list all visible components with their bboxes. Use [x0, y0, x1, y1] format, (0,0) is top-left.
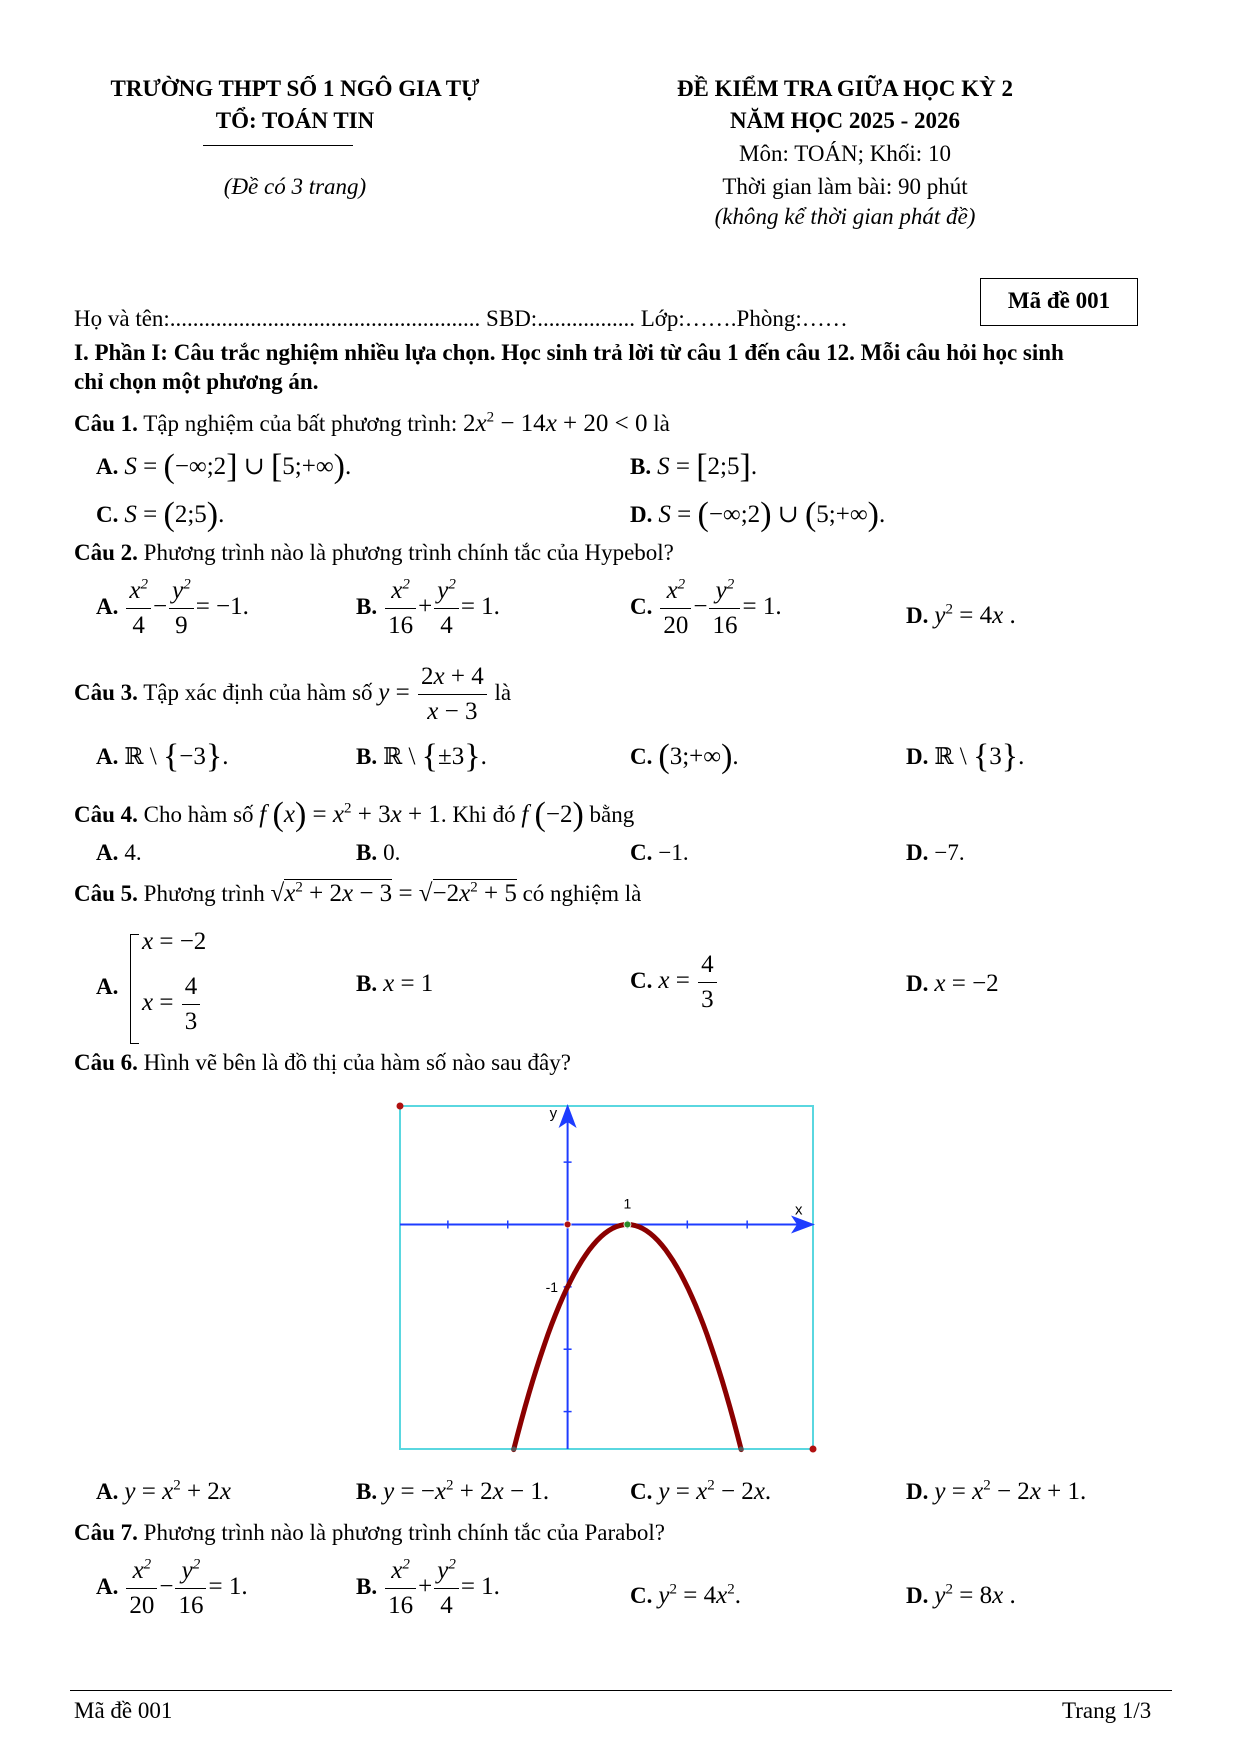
q4-option-c[interactable]: C. −1.: [630, 840, 689, 865]
q2-option-c[interactable]: C. $\frac{x^2}{20}$ − $\frac{y^2}{16}$ = 1.: [630, 576, 782, 639]
question-5: [74, 880, 641, 908]
curve-end-point: [511, 1447, 516, 1452]
frame-corner-point: [397, 1103, 404, 1110]
section-title-line2: chỉ chọn một phương án.: [74, 369, 319, 394]
y-tick-label: -1: [545, 1278, 559, 1295]
school-name: TRƯỜNG THPT SỐ 1 NGÔ GIA TỰ: [110, 76, 480, 101]
q7-option-d[interactable]: D. $y^2 = 8x$ .: [906, 1581, 1016, 1609]
q4-option-b[interactable]: B. 0.: [356, 840, 401, 865]
question-text-end: có nghiệm là: [522, 881, 642, 906]
question-text: Tập xác định của hàm số: [137, 680, 379, 706]
pages-note: (Đề có 3 trang): [223, 174, 367, 199]
question-2: [74, 540, 674, 566]
marked-point: [624, 1221, 631, 1228]
question-label: Câu 2.: [74, 540, 138, 565]
header-divider: [203, 145, 353, 146]
department: TỔ: TOÁN TIN: [215, 108, 375, 133]
question-4: [74, 796, 634, 834]
question-label: Câu 5.: [74, 881, 138, 906]
q3-option-c[interactable]: C. (3;+∞).: [630, 738, 739, 775]
question-text: Tập nghiệm của bất phương trình:: [137, 411, 463, 436]
question-text-end: là: [653, 411, 670, 436]
parabola-graph: [390, 1098, 830, 1466]
footer-exam-code: Mã đề 001: [74, 1698, 173, 1723]
question-text: Phương trình: [137, 881, 271, 906]
q5-option-c[interactable]: C. x = $\frac{4}{3}$: [630, 950, 719, 1015]
question-1: [74, 410, 670, 438]
exam-time: Thời gian làm bài: 90 phút: [722, 174, 968, 199]
function-formula: y = $\frac{2x + 4}{x - 3}$: [378, 679, 488, 706]
q1-option-b[interactable]: B. S = [2;5].: [630, 448, 758, 485]
question-text: Phương trình nào là phương trình chính tắc của Parabol?: [137, 1520, 665, 1545]
question-text-mid: . Khi đó: [440, 802, 522, 827]
question-label: Câu 1.: [74, 411, 138, 436]
question-label: Câu 7.: [74, 1520, 138, 1545]
y-axis-label: y: [549, 1105, 558, 1122]
q3-option-d[interactable]: D. ℝ \ {3}.: [906, 738, 1025, 775]
function-value: f (−2): [521, 796, 584, 833]
x-axis-label: x: [795, 1201, 803, 1219]
q6-option-a[interactable]: A. $y = x^2 + 2x$: [96, 1477, 231, 1505]
q4-option-a[interactable]: A. 4.: [96, 840, 142, 865]
frame-corner-point: [810, 1446, 817, 1453]
question-label: Câu 6.: [74, 1050, 138, 1075]
q6-option-c[interactable]: C. $y = x^2 - 2x$.: [630, 1477, 772, 1505]
time-note: (không kể thời gian phát đề): [714, 204, 976, 229]
q2-option-d[interactable]: D. $y^2 = 4x$ .: [906, 601, 1016, 629]
parabola-curve: [514, 1225, 742, 1450]
q4-option-d[interactable]: D. −7.: [906, 840, 965, 865]
q2-option-a[interactable]: A. $\frac{x^2}{4}$ − $\frac{y^2}{9}$ = −1.: [96, 576, 249, 639]
footer-divider: [70, 1690, 1172, 1691]
question-label: Câu 4.: [74, 802, 138, 827]
q3-option-b[interactable]: B. ℝ \ {±3}.: [356, 738, 487, 775]
curve-end-point: [739, 1447, 744, 1452]
q6-option-b[interactable]: B. $y = -x^2 + 2x - 1$.: [356, 1477, 550, 1505]
footer-page-number: Trang 1/3: [1062, 1698, 1152, 1723]
q7-option-a[interactable]: A. $\frac{x^2}{20}$ − $\frac{y^2}{16}$ = 1.: [96, 1556, 248, 1619]
q6-option-d[interactable]: D. $y = x^2 - 2x + 1$.: [906, 1477, 1087, 1505]
question-text-end: bằng: [589, 802, 635, 827]
q7-option-c[interactable]: C. $y^2 = 4x^2$.: [630, 1581, 741, 1609]
section-title: I. Phần I: Câu trắc nghiệm nhiều lựa chọn. Học sinh trả lời từ câu 1 đến câu 12. Mỗi câu hỏi học sinh: [74, 340, 1064, 365]
q2-option-b[interactable]: B. $\frac{x^2}{16}$ + $\frac{y^2}{4}$ = 1.: [356, 576, 500, 639]
question-3: [74, 662, 511, 727]
question-7: [74, 1520, 665, 1546]
student-info-line: Họ và tên:...................................................... SBD:................. Lớp:…….Phòng:……: [74, 306, 848, 331]
bracket: [130, 934, 139, 1044]
question-label: Câu 3.: [74, 680, 138, 706]
radical-equation: $√x^2 + 2x - 3 = √-2x^2 + 5$: [270, 879, 517, 907]
exam-code-box: Mã đề 001: [980, 278, 1138, 326]
subject: Môn: TOÁN; Khối: 10: [739, 141, 951, 166]
school-year: NĂM HỌC 2025 - 2026: [730, 108, 960, 133]
q1-option-c[interactable]: C. S = (2;5).: [96, 496, 225, 533]
q7-option-b[interactable]: B. $\frac{x^2}{16}$ + $\frac{y^2}{4}$ = 1.: [356, 1556, 500, 1619]
question-6: [74, 1050, 571, 1076]
q1-option-d[interactable]: D. S = (−∞;2) ∪ (5;+∞).: [630, 496, 886, 533]
question-text-end: là: [494, 680, 512, 706]
marked-point: [564, 1221, 571, 1228]
question-text: Hình vẽ bên là đồ thị của hàm số nào sau đây?: [137, 1050, 571, 1075]
exam-title: ĐỀ KIỂM TRA GIỮA HỌC KỲ 2: [676, 76, 1014, 101]
question-text: Cho hàm số: [137, 802, 260, 827]
x-tick-label: 1: [623, 1195, 632, 1212]
q3-option-a[interactable]: A. ℝ \ {−3}.: [96, 738, 229, 775]
q1-option-a[interactable]: A. S = (−∞;2] ∪ [5;+∞).: [96, 448, 352, 485]
function-definition: f $(x) = x^2 + 3x + 1$: [259, 796, 441, 833]
graph-frame: [400, 1106, 813, 1449]
question-text: Phương trình nào là phương trình chính tắc của Hypebol?: [137, 540, 674, 565]
q5-option-b[interactable]: B. x = 1: [356, 970, 434, 997]
q5-option-d[interactable]: D. x = −2: [906, 970, 999, 997]
inequality: $2x^2 - 14x + 20 < 0$: [462, 409, 648, 437]
